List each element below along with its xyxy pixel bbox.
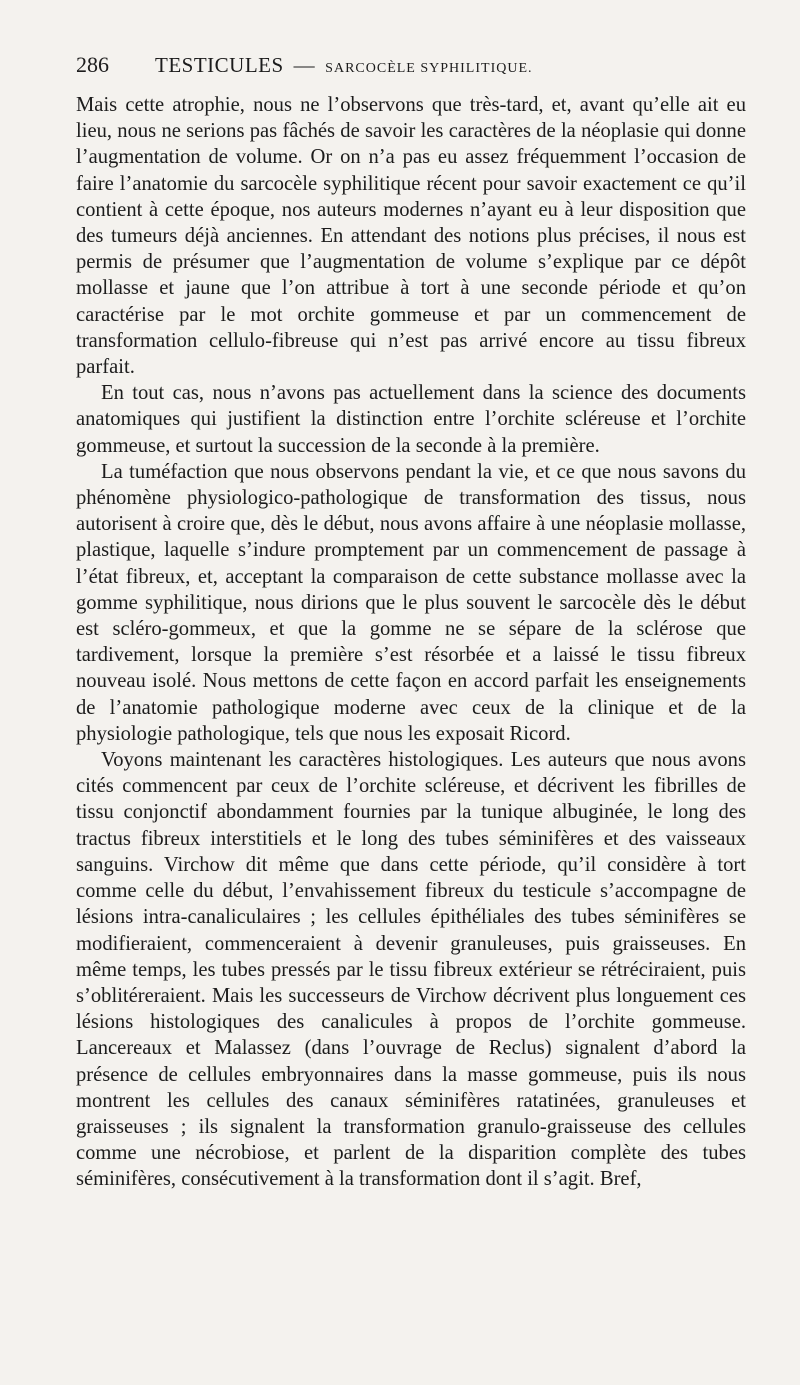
- running-title-dash: —: [293, 53, 316, 77]
- running-title: [155, 53, 533, 78]
- running-title-main: TESTICULES: [155, 53, 284, 77]
- paragraph-caracteres-histologiques: Voyons maintenant les caractères histologiques. Les auteurs que nous avons cités commencent par ceux de l’orchite scléreuse, et décrivent les fibrilles de tissu conjonctif abondamment fournies par la tunique albuginée, le long des tractus fibreux interstitiels et le long des tubes séminifères et des vaisseaux sanguins. Virchow dit même que dans cette période, qu’il considère à tort comme celle du début, l’envahissement fibreux du testicule s’accompagne de lésions intra-canaliculaires ; les cellules épithéliales des tubes séminifères se modifieraient, commenceraient à devenir granuleuses, puis graisseuses. En même temps, les tubes pressés par le tissu fibreux extérieur se rétréciraient, puis s’oblitéreraient. Mais les successeurs de Virchow décrivent plus longuement ces lésions histologiques des canalicules à propos de l’orchite gommeuse. Lancereaux et Malassez (dans l’ouvrage de Reclus) signalent d’abord la présence de cellules embryonnaires dans la masse gommeuse, puis ils nous montrent les cellules des canaux séminifères ratatinées, granuleuses et graisseuses ; ils signalent la transformation granulo-graisseuse des cellules comme une nécrobiose, et parlent de la disparition complète des tubes séminifères, consécutivement à la transformation dont il s’agit. Bref,: [76, 749, 746, 1191]
- running-header: [76, 52, 746, 84]
- paragraph-tumefaction: La tuméfaction que nous observons pendant la vie, et ce que nous savons du phénomène physiologico-pathologique de transformation des tissus, nous autorisent à croire que, dès le début, nous avons affaire à une néoplasie mollasse, plastique, laquelle s’indure promptement par un commencement de passage à l’état fibreux, et, acceptant la comparaison de cette substance mollasse avec la gomme syphilitique, nous dirions que le plus souvent le sarcocèle dès le début est scléro-gommeux, et que la gomme ne se sépare de la sclérose que tardivement, lorsque la première s’est résorbée et a laissé le tissu fibreux nouveau isolé. Nous mettons de cette façon en accord parfait les enseignements de l’anatomie pathologique moderne avec ceux de la clinique et de la physiologie pathologique, tels que nous les exposait Ricord.: [76, 460, 746, 745]
- paragraph-atrophie: Mais cette atrophie, nous ne l’observons que très-tard, et, avant qu’elle ait eu lieu, nous ne serions pas fâchés de savoir les caractères de la néoplasie qui donne l’augmentation de volume. Or on n’a pas eu assez fréquemment l’occasion de faire l’anatomie du sarcocèle syphilitique récent pour savoir exactement ce qu’il contient à cette époque, nos auteurs modernes n’ayant eu à leur disposition que des tumeurs déjà anciennes. En attendant des notions plus précises, il nous est permis de présumer que l’augmentation de volume s’explique par ce dépôt mollasse et jaune que l’on attribue à tort à une seconde période et qu’on caractérise par le mot orchite gommeuse et par un commencement de transformation cellulo-fibreuse qui n’est pas arrivé encore au tissu fibreux parfait.: [76, 94, 746, 379]
- page-body: [76, 92, 746, 1193]
- paragraph-documents-anatomiques: En tout cas, nous n’avons pas actuellement dans la science des documents anatomiques qui justifient la distinction entre l’orchite scléreuse et l’orchite gommeuse, et surtout la succession de la seconde à la première.: [76, 382, 746, 457]
- running-title-subtitle: SARCOCÈLE SYPHILITIQUE.: [325, 61, 533, 76]
- page-number: 286: [76, 52, 109, 77]
